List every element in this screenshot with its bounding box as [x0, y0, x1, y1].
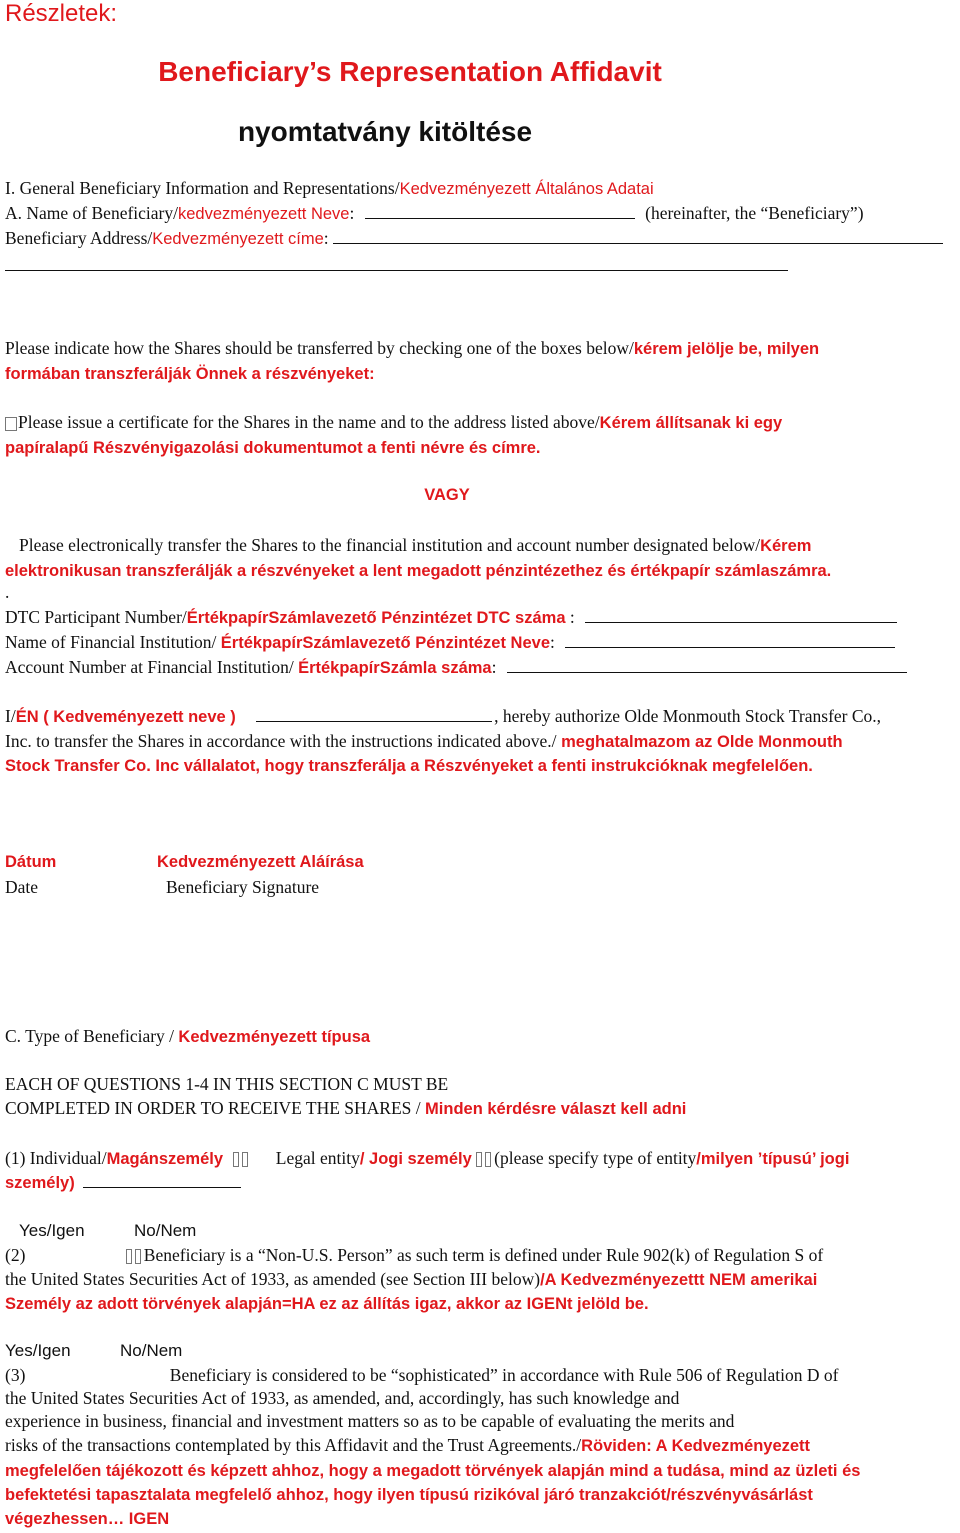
q2-no-label: No/Nem — [134, 1221, 197, 1240]
question-3-line7: végezhessen… IGEN — [5, 1510, 170, 1528]
transfer-instruction: Please indicate how the Shares should be transferred by checking one of the boxes below/kérem jelölje be, milyen — [5, 338, 820, 358]
option-electronic-cont: elektronikusan transzferálják a részvényeket a lent megadott pénzintézethez és értékpapír számlaszámra. — [5, 562, 832, 580]
question-3-line6: befektetési tapasztalata megfelelő ahhoz, hogy ilyen típusú rizikóval járó tranzakciót/részvényvásárlást — [5, 1486, 813, 1504]
option-certificate: Please issue a certificate for the Shares in the name and to the address listed above/Kérem állítsanak ki egy — [5, 412, 782, 433]
question-3-line5: megfelelően tájékozott és képzett ahhoz, hogy a megadott törvények alapján mind a tudása, mind az üzleti és — [5, 1462, 861, 1480]
question-3-line2: the United States Securities Act of 1933, as amended, and, accordingly, has such knowledge and — [5, 1388, 680, 1408]
question-1-cont: személy) — [5, 1172, 241, 1193]
account-row: Account Number at Financial Institution/ ÉrtékpapírSzámla száma: — [5, 657, 907, 678]
checkbox-mark[interactable] — [485, 1152, 491, 1167]
checkbox-mark[interactable] — [135, 1249, 141, 1264]
authorizer-name-field[interactable] — [256, 706, 492, 722]
checkbox-mark[interactable] — [233, 1152, 239, 1167]
document-title: Beneficiary’s Representation Affidavit — [158, 56, 662, 87]
questions-intro-line1: EACH OF QUESTIONS 1-4 IN THIS SECTION C MUST BE — [5, 1074, 449, 1094]
beneficiary-name-field[interactable] — [365, 203, 635, 219]
authorization-line1: I/ÉN ( Kedveményezett neve ) , hereby authorize Olde Monmouth Stock Transfer Co., — [5, 706, 882, 726]
page-label: Részletek: — [5, 0, 118, 27]
account-number-field[interactable] — [507, 657, 907, 673]
individual-checkbox — [233, 1148, 251, 1168]
checkbox-mark[interactable] — [476, 1152, 482, 1167]
dtc-row: DTC Participant Number/ÉrtékpapírSzámlavezető Pénzintézet DTC száma : — [5, 607, 897, 628]
or-separator: VAGY — [424, 486, 470, 504]
question-3-line3: experience in business, financial and investment matters so as to be capable of evaluating the merits and — [5, 1411, 735, 1431]
q2-checkboxes — [30, 1245, 144, 1266]
checkbox-mark[interactable] — [242, 1152, 248, 1167]
certificate-checkbox[interactable] — [5, 417, 17, 431]
beneficiary-address-field[interactable] — [333, 228, 943, 244]
q3-yes-label: Yes/Igen — [5, 1341, 71, 1360]
question-2-line2: the United States Securities Act of 1933, as amended (see Section III below)/A Kedvezményezettt NEM amerikai — [5, 1269, 818, 1289]
section-i-heading: I. General Beneficiary Information and Representations/Kedvezményezett Általános Adatai — [5, 178, 654, 198]
question-1: (1) Individual/Magánszemély Legal entity/ Jogi személy (please specify type of entity/milyen ’típusú’ jogi — [5, 1148, 850, 1168]
question-3: (3) Beneficiary is considered to be “sophisticated” in accordance with Rule 506 of Regulation D of — [5, 1365, 839, 1385]
date-label-hu: Dátum — [5, 853, 57, 871]
institution-name-field[interactable] — [565, 632, 895, 648]
authorization-line2: Inc. to transfer the Shares in accordance with the instructions indicated above./ meghatalmazom az Olde Monmouth — [5, 731, 843, 751]
section-c-heading: C. Type of Beneficiary / Kedvezményezett típusa — [5, 1026, 371, 1046]
question-2-line3: Személy az adott törvények alapján=HA ez az állítás igaz, akkor az IGENt jelöld be. — [5, 1295, 649, 1313]
entity-type-field[interactable] — [83, 1172, 241, 1188]
option-certificate-cont: papíralapű Részvényigazolási dokumentumot a fenti névre és címre. — [5, 439, 541, 457]
institution-row: Name of Financial Institution/ ÉrtékpapírSzámlavezető Pénzintézet Neve: — [5, 632, 895, 653]
signature-label-hu: Kedvezményezett Aláírása — [157, 853, 364, 871]
signature-label: Beneficiary Signature — [166, 877, 320, 897]
stray-dot: . — [5, 582, 10, 602]
q3-no-label: No/Nem — [120, 1341, 183, 1360]
question-2: (2) Beneficiary is a “Non-U.S. Person” as such term is defined under Rule 902(k) of Regulation S of — [5, 1245, 824, 1265]
dtc-number-field[interactable] — [585, 607, 897, 623]
beneficiary-name-row: A. Name of Beneficiary/kedvezményezett Neve: (hereinafter, the “Beneficiary”) — [5, 203, 864, 223]
beneficiary-address-row: Beneficiary Address/Kedvezményezett címe: — [5, 228, 943, 249]
transfer-instruction-cont: formában transzferálják Önnek a részvényeket: — [5, 365, 375, 383]
beneficiary-address-field-line2[interactable] — [5, 270, 788, 271]
q2-yes-label: Yes/Igen — [19, 1221, 85, 1240]
date-label: Date — [5, 877, 39, 897]
option-electronic: Please electronically transfer the Shares to the financial institution and account number designated below/Kérem — [19, 535, 812, 555]
document-subtitle: nyomtatvány kitöltése — [237, 116, 533, 147]
question-3-line4: risks of the transactions contemplated by this Affidavit and the Trust Agreements./Röviden: A Kedvezményezett — [5, 1435, 811, 1455]
questions-intro-line2: COMPLETED IN ORDER TO RECEIVE THE SHARES / Minden kérdésre választ kell adni — [5, 1098, 687, 1118]
checkbox-mark[interactable] — [126, 1249, 132, 1264]
authorization-line3: Stock Transfer Co. Inc vállalatot, hogy transzferálja a Részvényeket a fenti instrukcióknak megfelelően. — [5, 757, 813, 775]
legal-entity-checkbox — [476, 1148, 494, 1168]
